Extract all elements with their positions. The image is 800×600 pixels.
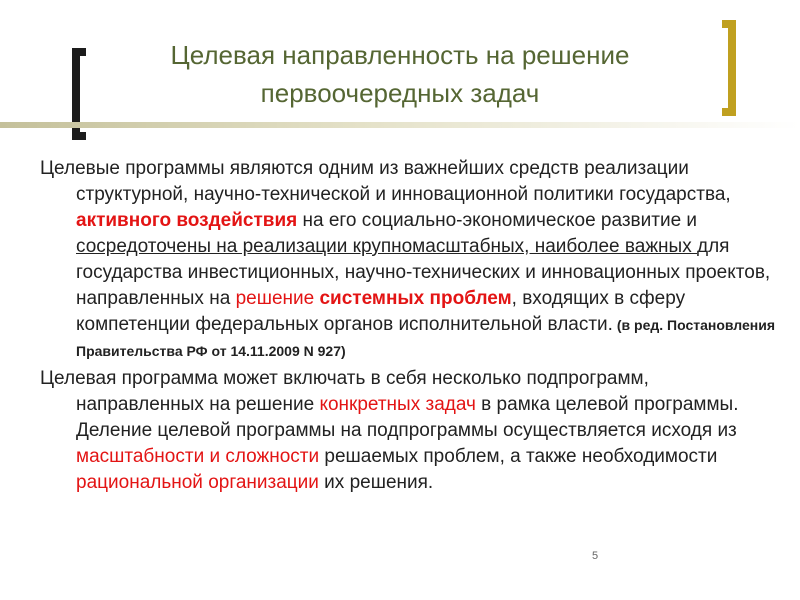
title-divider-bar (0, 122, 800, 128)
right-bracket-decoration (722, 20, 736, 116)
slide-title (120, 36, 680, 112)
slide-body (40, 156, 780, 496)
p2-text-1: Целевая программа может включать в себя несколько подпрограмм, направленных на решение (40, 368, 649, 415)
p1-underlined-focus: сосредоточены на реализации крупномасштабных, наиболее важных (76, 236, 697, 257)
paragraph-subprograms (40, 366, 780, 496)
p2-text-3: решаемых проблем, а также необходимости (319, 446, 718, 467)
p1-text-2: на его социально-экономическое развитие и (297, 210, 698, 231)
p2-highlight-rational-organization: рациональной организации (76, 472, 319, 493)
p1-text-3: для государства инвестиционных, научно-технических и инновационных проектов, направленных на (76, 236, 771, 309)
title-line-2: первоочередных задач (260, 78, 540, 108)
title-line-1: Целевая направленность на решение (170, 40, 630, 70)
p1-text-1: Целевые программы являются одним из важнейших средств реализации структурной, научно-технической и инновационной политики государства, (40, 158, 731, 205)
page-number: 5 (592, 550, 599, 562)
p1-highlight-active-impact: активного воздействия (76, 210, 298, 231)
p2-highlight-scale-complexity: масштабности и сложности (76, 446, 320, 467)
p1-highlight-systemic-problems: системных проблем (319, 288, 512, 309)
p1-legal-note: (в ред. Постановления Правительства РФ от 14.11.2009 N 927) (76, 317, 776, 359)
p2-text-2: в рамка целевой программы. Деление целевой программы на подпрограммы осуществляется исходя из (76, 394, 739, 441)
paragraph-target-programs (40, 156, 780, 364)
p1-text-4: , входящих в сферу компетенции федеральных органов исполнительной власти. (76, 288, 686, 335)
p2-highlight-specific-tasks: конкретных задач (319, 394, 476, 415)
p1-highlight-solution: решение (235, 288, 315, 309)
p2-text-4: их решения. (318, 472, 434, 493)
